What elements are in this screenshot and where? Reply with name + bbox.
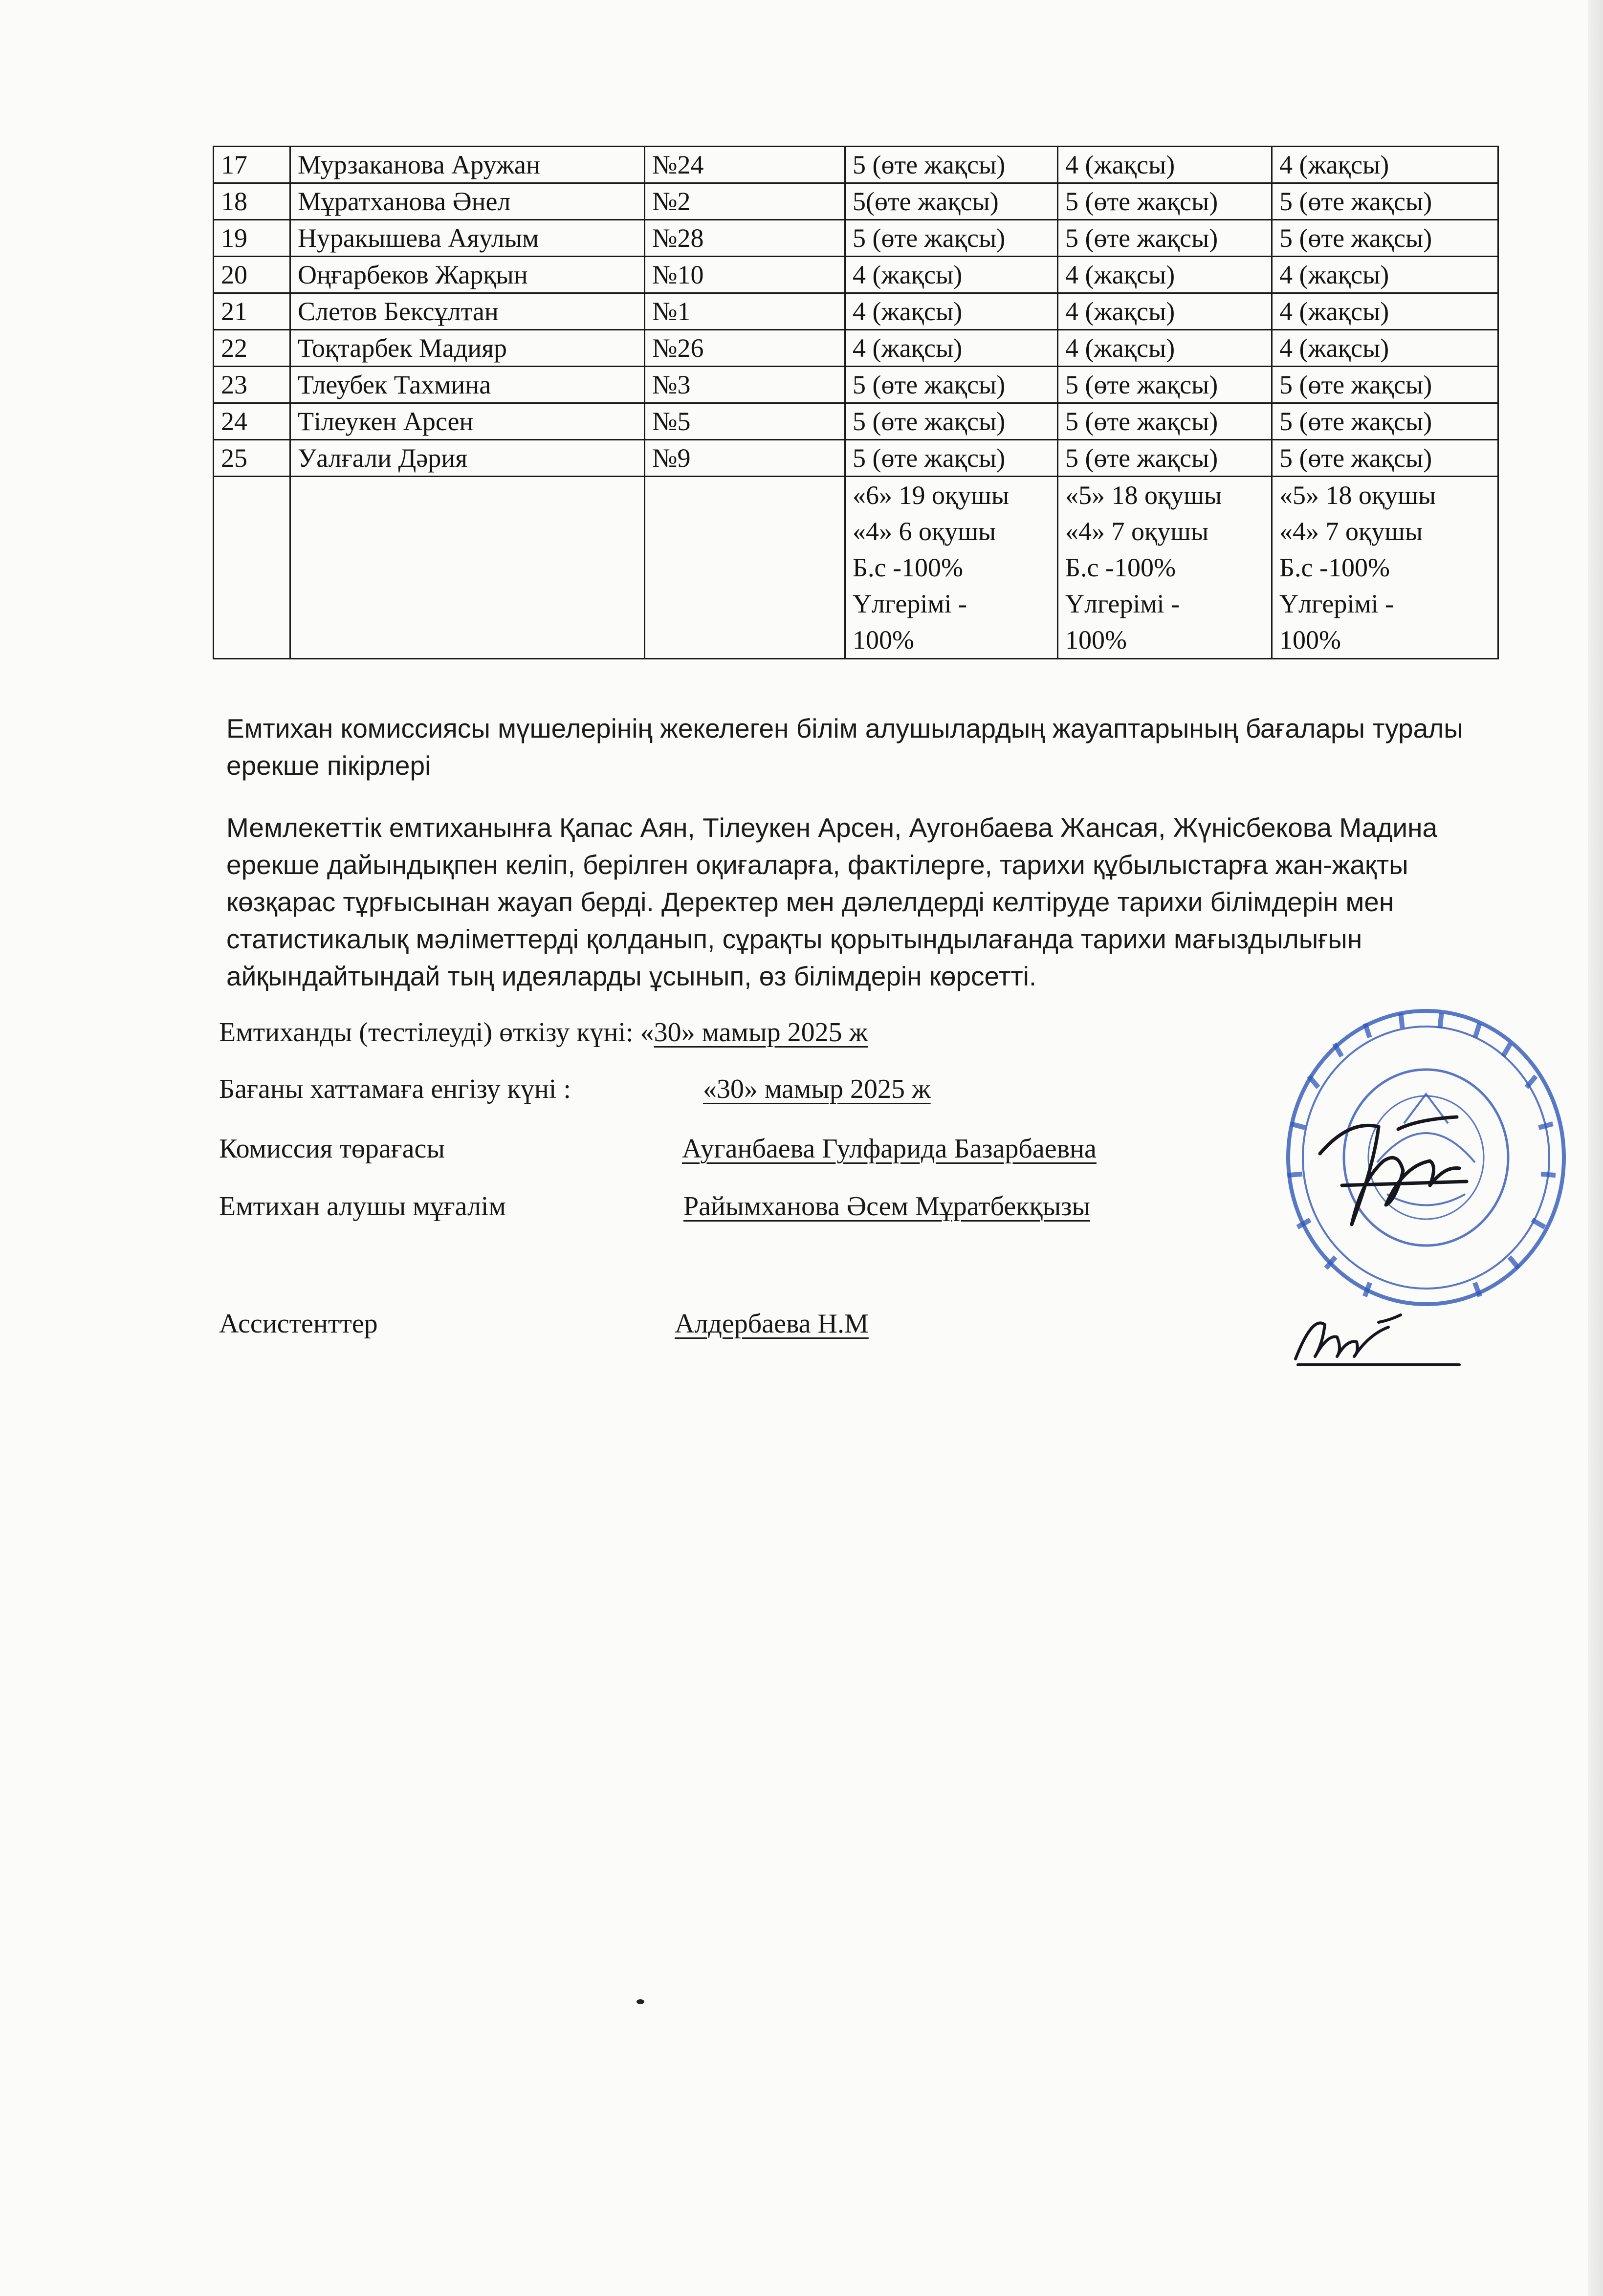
summary-line: «6» 19 оқушы <box>853 481 1010 510</box>
cell-name: Нуракышева Аяулым <box>290 220 645 257</box>
cell-grade2: 5 (өте жақсы) <box>1058 183 1272 220</box>
cell-grade3: 4 (жақсы) <box>1272 147 1498 183</box>
cell-group: №10 <box>645 257 845 293</box>
cell-grade1: 4 (жақсы) <box>845 257 1058 293</box>
stray-dot <box>637 1999 644 2004</box>
cell-group: №9 <box>645 440 845 477</box>
table-row <box>214 183 1498 220</box>
table-row <box>214 403 1498 440</box>
grades-table-body <box>214 147 1498 659</box>
cell-num: 18 <box>214 183 290 220</box>
summary-line: Б.с -100% <box>1279 553 1390 582</box>
summary-cell <box>845 477 1058 659</box>
summary-empty-cell <box>290 477 645 659</box>
cell-group: №28 <box>645 220 845 257</box>
cell-num: 20 <box>214 257 290 293</box>
cell-group: №2 <box>645 183 845 220</box>
summary-line: Б.с -100% <box>853 553 963 582</box>
teacher-label: Емтихан алушы мұғалім <box>219 1191 506 1222</box>
cell-name: Тоқтарбек Мадияр <box>290 330 645 367</box>
cell-group: №3 <box>645 367 845 403</box>
cell-num: 25 <box>214 440 290 477</box>
table-row <box>214 293 1498 330</box>
chair-name: Ауганбаева Гулфарида Базарбаевна <box>682 1134 1097 1164</box>
grades-table <box>213 146 1499 659</box>
summary-cell <box>1058 477 1272 659</box>
cell-grade2: 5 (өте жақсы) <box>1058 403 1272 440</box>
summary-line: «4» 6 оқушы <box>853 517 996 546</box>
assistants-name: Алдербаева Н.М <box>675 1309 869 1339</box>
cell-grade1: 4 (жақсы) <box>845 293 1058 330</box>
chair-label: Комиссия төрағасы <box>219 1134 445 1164</box>
cell-num: 19 <box>214 220 290 257</box>
cell-grade1: 5 (өте жақсы) <box>845 440 1058 477</box>
cell-name: Тлеубек Тахмина <box>290 367 645 403</box>
cell-num: 22 <box>214 330 290 367</box>
summary-line: 100% <box>1279 625 1341 655</box>
cell-grade1: 5 (өте жақсы) <box>845 367 1058 403</box>
summary-line: Үлгерімі - <box>1279 589 1394 618</box>
cell-grade1: 5 (өте жақсы) <box>845 403 1058 440</box>
cell-num: 21 <box>214 293 290 330</box>
table-row <box>214 257 1498 293</box>
cell-grade2: 4 (жақсы) <box>1058 293 1272 330</box>
chair-signature-image <box>1300 1100 1515 1256</box>
summary-empty-cell <box>645 477 845 659</box>
summary-line: «4» 7 оқушы <box>1065 517 1209 546</box>
cell-grade3: 4 (жақсы) <box>1272 257 1498 293</box>
table-row <box>214 147 1498 183</box>
cell-grade1: 5 (өте жақсы) <box>845 147 1058 183</box>
entry-date-label: Бағаны хаттамаға енгізу күні : <box>219 1074 571 1104</box>
cell-grade3: 5 (өте жақсы) <box>1272 367 1498 403</box>
summary-line: Үлгерімі - <box>853 589 967 618</box>
assistants-label: Ассистенттер <box>219 1309 378 1339</box>
assistant-signature-image <box>1286 1310 1467 1374</box>
summary-row <box>214 477 1498 659</box>
cell-group: №26 <box>645 330 845 367</box>
table-row <box>214 330 1498 367</box>
cell-group: №1 <box>645 293 845 330</box>
cell-name: Оңғарбеков Жарқын <box>290 257 645 293</box>
page-edge <box>1588 0 1603 2296</box>
table-row <box>214 440 1498 477</box>
exam-date-value: 30» мамыр 2025 ж <box>654 1017 868 1048</box>
cell-grade2: 4 (жақсы) <box>1058 330 1272 367</box>
cell-group: №5 <box>645 403 845 440</box>
cell-name: Слетов Бексұлтан <box>290 293 645 330</box>
summary-line: 100% <box>853 625 914 655</box>
cell-grade2: 4 (жақсы) <box>1058 257 1272 293</box>
cell-name: Тілеукен Арсен <box>290 403 645 440</box>
summary-line: 100% <box>1065 625 1127 655</box>
summary-line: «4» 7 оқушы <box>1279 517 1423 546</box>
cell-group: №24 <box>645 147 845 183</box>
teacher-name: Райымханова Әсем Мұратбекқызы <box>683 1191 1091 1222</box>
cell-grade3: 5 (өте жақсы) <box>1272 403 1498 440</box>
cell-grade2: 5 (өте жақсы) <box>1058 220 1272 257</box>
cell-grade3: 4 (жақсы) <box>1272 330 1498 367</box>
summary-empty-cell <box>214 477 290 659</box>
summary-cell <box>1272 477 1498 659</box>
exam-date-line <box>219 1017 868 1048</box>
summary-line: «5» 18 оқушы <box>1279 481 1436 510</box>
cell-num: 17 <box>214 147 290 183</box>
cell-name: Мұратханова Әнел <box>290 183 645 220</box>
cell-name: Уалғали Дәрия <box>290 440 645 477</box>
cell-name: Мурзаканова Аружан <box>290 147 645 183</box>
cell-grade2: 4 (жақсы) <box>1058 147 1272 183</box>
opinions-heading: Емтихан комиссиясы мүшелерінің жекелеген білім алушылардың жауаптарының бағалары туралы ерекше пікірлері <box>226 713 1463 781</box>
cell-grade3: 5 (өте жақсы) <box>1272 220 1498 257</box>
entry-date-value: «30» мамыр 2025 ж <box>703 1074 931 1104</box>
cell-grade1: 4 (жақсы) <box>845 330 1058 367</box>
cell-grade3: 4 (жақсы) <box>1272 293 1498 330</box>
cell-grade3: 5 (өте жақсы) <box>1272 183 1498 220</box>
cell-num: 24 <box>214 403 290 440</box>
table-row <box>214 220 1498 257</box>
table-row <box>214 367 1498 403</box>
opinions-body: Мемлекеттік емтиханынға Қапас Аян, Тілеукен Арсен, Аугонбаева Жансая, Жүнісбекова Мадина ерекше дайындықпен келіп, берілген оқиғаларға, фактілерге, тарихи құбылыстарға жан-жақты көзқарас тұрғысынан жауап берді. Деректер мен дәлелдерді келтіруде тарихи білімдерін мен статистикалық мәліметтерді қолданып, сұрақты қорытындылағанда тарихи мағыздылығын айқындайтындай тың идеяларды ұсынып, өз білімдерін көрсетті. <box>226 812 1438 991</box>
summary-line: «5» 18 оқушы <box>1065 481 1222 510</box>
cell-grade1: 5(өте жақсы) <box>845 183 1058 220</box>
cell-grade3: 5 (өте жақсы) <box>1272 440 1498 477</box>
summary-line: Б.с -100% <box>1065 553 1176 582</box>
cell-grade1: 5 (өте жақсы) <box>845 220 1058 257</box>
cell-grade2: 5 (өте жақсы) <box>1058 440 1272 477</box>
exam-date-label: Емтиханды (тестілеуді) өткізу күні: « <box>219 1017 654 1048</box>
cell-num: 23 <box>214 367 290 403</box>
summary-line: Үлгерімі - <box>1065 589 1180 618</box>
cell-grade2: 5 (өте жақсы) <box>1058 367 1272 403</box>
